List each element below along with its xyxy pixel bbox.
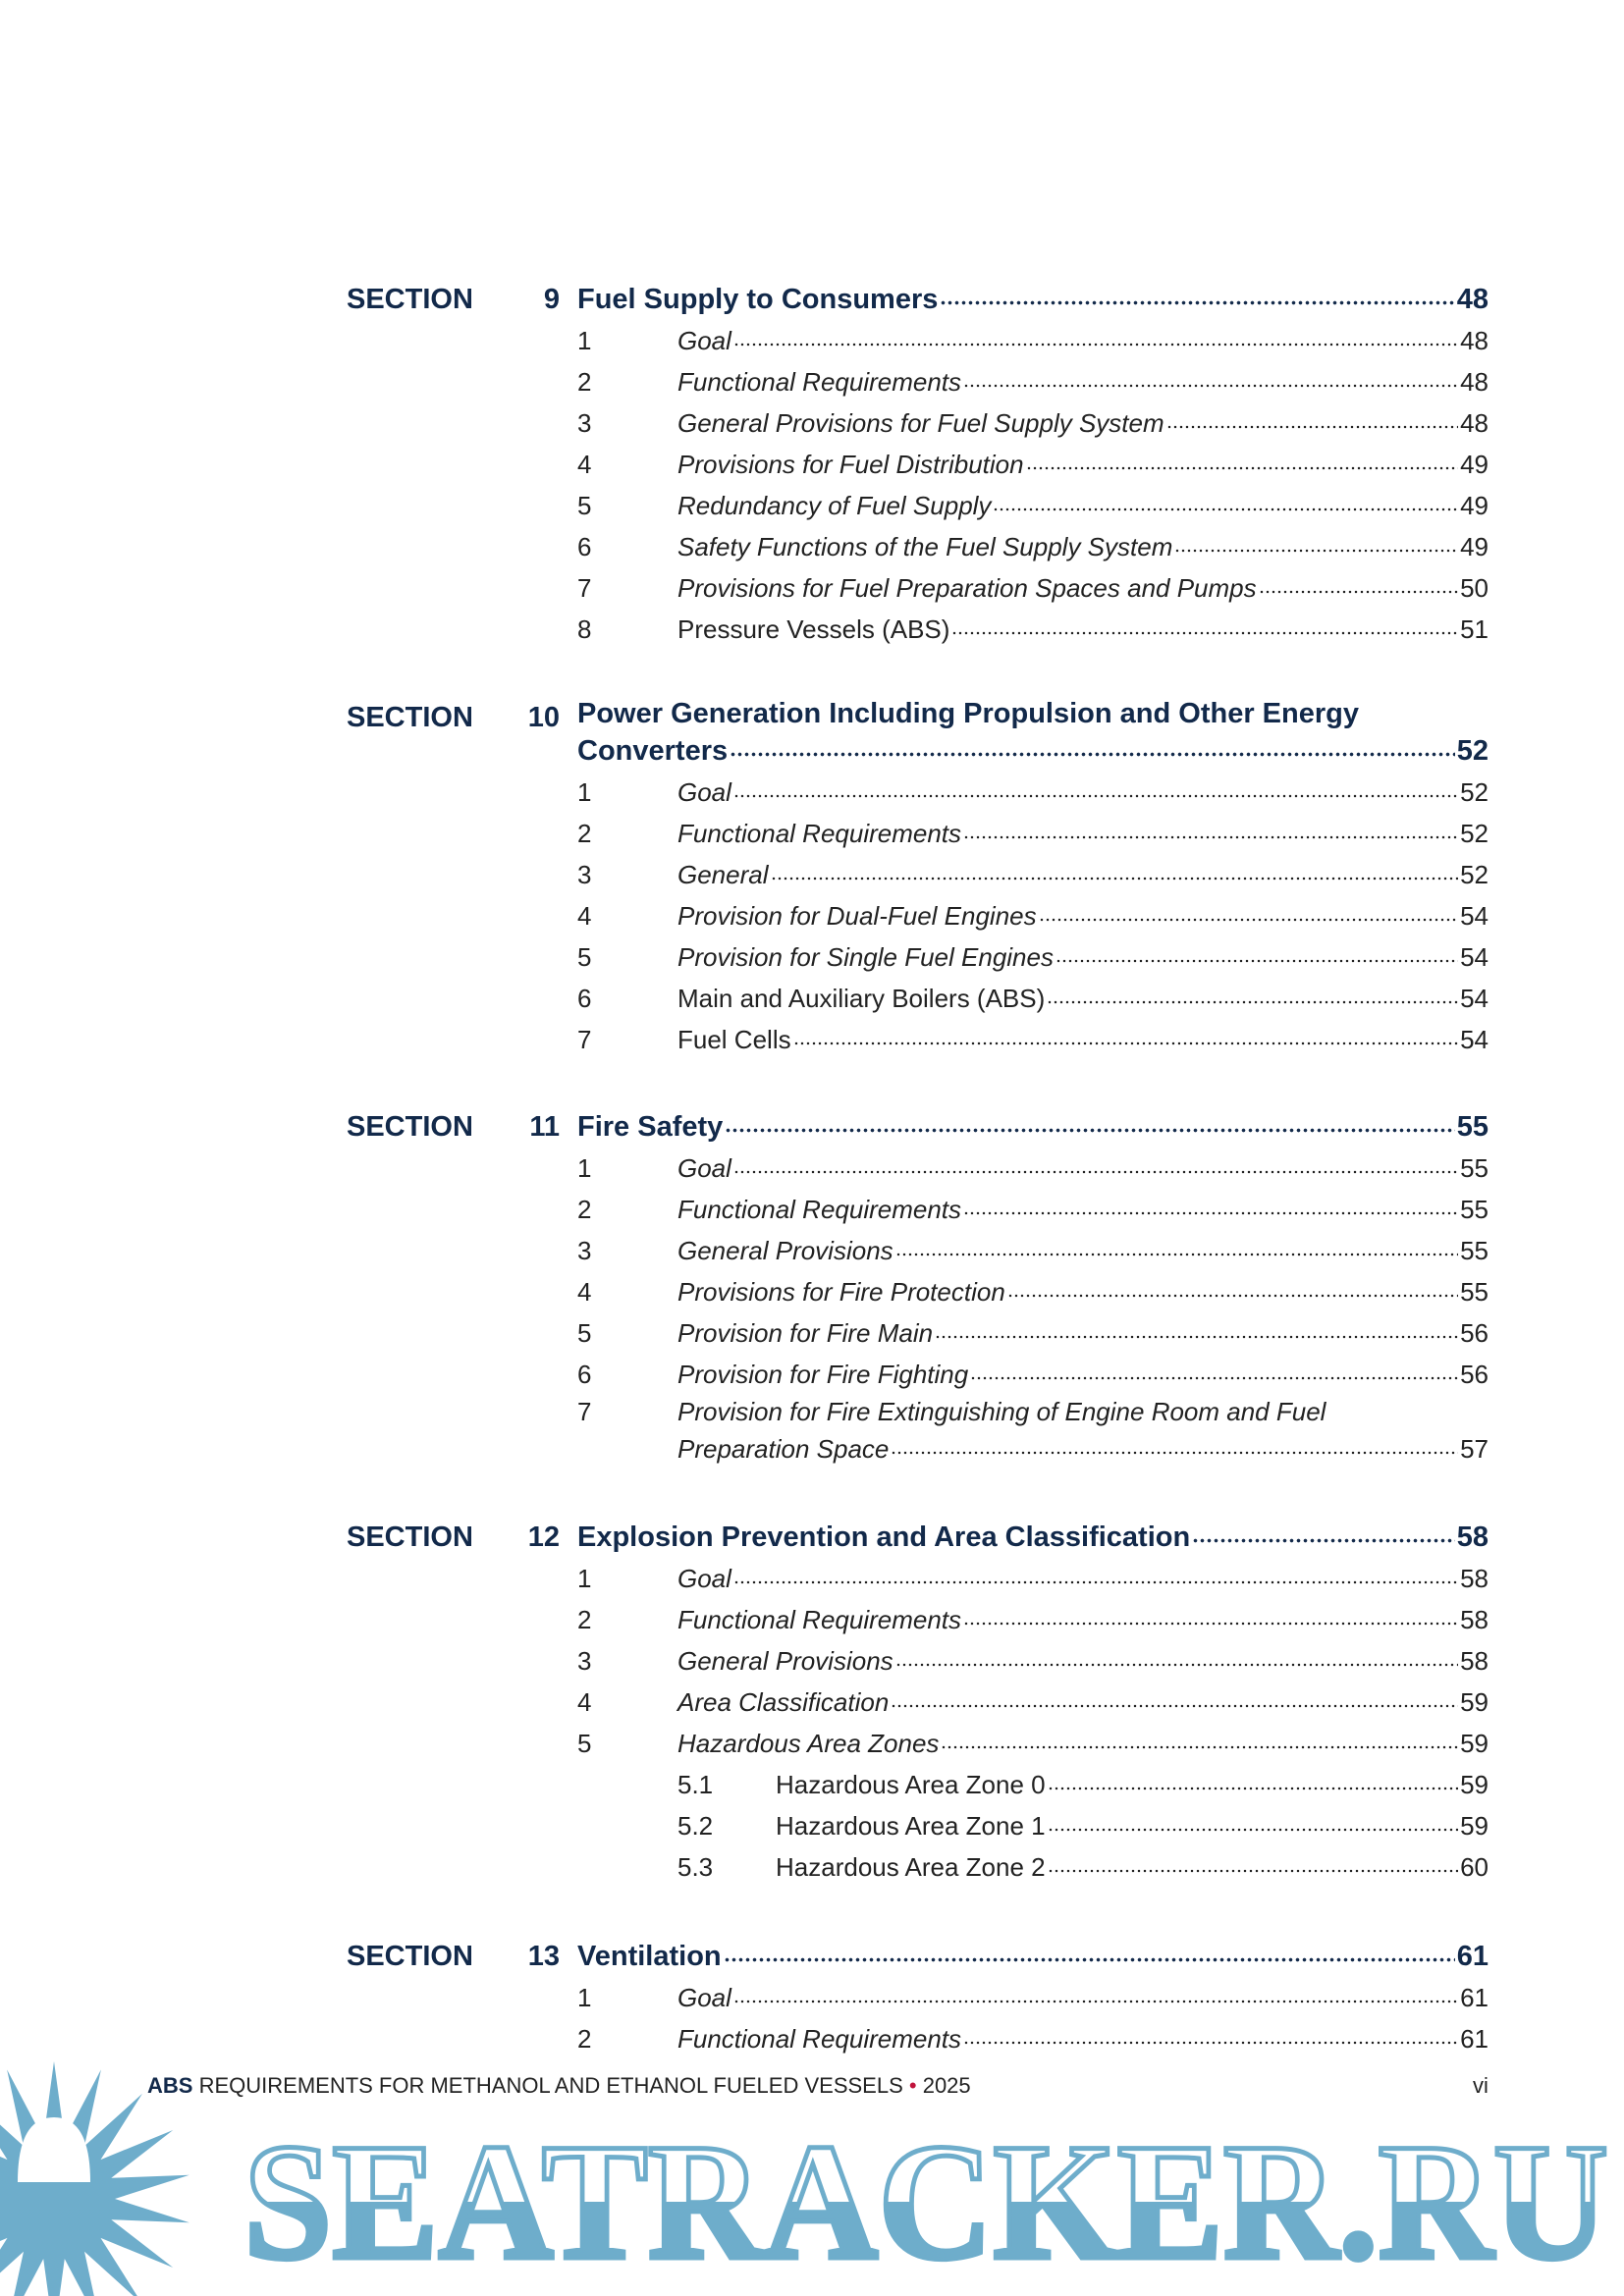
leader-dots — [730, 731, 1455, 760]
entry-number: 3 — [577, 860, 592, 889]
entry-number: 4 — [577, 450, 592, 479]
entry-title: Goal — [677, 777, 731, 807]
footer-brand: ABS — [147, 2073, 193, 2098]
section-heading[interactable] — [577, 1106, 1489, 1148]
leader-dots — [1056, 940, 1458, 966]
toc-entry[interactable] — [577, 1148, 1489, 1189]
leader-dots — [1007, 1275, 1458, 1301]
section-heading[interactable] — [577, 1517, 1489, 1558]
section-label: SECTION — [347, 1522, 473, 1553]
entry-title: Provision for Fire Fighting — [677, 1360, 969, 1389]
leader-dots — [733, 1151, 1458, 1177]
leader-dots — [951, 613, 1458, 638]
entry-number: 4 — [577, 1277, 592, 1307]
leader-dots — [935, 1316, 1458, 1342]
leader-dots — [963, 2022, 1458, 2048]
toc-entry[interactable] — [577, 361, 1489, 402]
leader-dots — [1174, 530, 1458, 556]
entry-title: Functional Requirements — [677, 1605, 962, 1634]
page-ref: 54 — [1460, 942, 1489, 972]
section-number: 10 — [527, 702, 560, 733]
watermark-text: SEATRACKER.RU — [244, 2109, 1608, 2294]
toc-entry[interactable] — [577, 895, 1489, 936]
entry-title: General Provisions for Fuel Supply System — [677, 408, 1164, 438]
entry-title: Preparation Space — [677, 1434, 890, 1464]
leader-dots — [963, 1193, 1458, 1218]
section-heading[interactable] — [577, 697, 1489, 730]
leader-dots — [724, 1937, 1455, 1965]
toc-entry[interactable] — [577, 609, 1489, 650]
page-ref: 59 — [1460, 1729, 1489, 1758]
entry-number: 1 — [577, 1564, 592, 1593]
section-title: Fuel Supply to Consumers — [577, 284, 939, 315]
leader-dots — [891, 1432, 1458, 1458]
leader-dots — [1039, 899, 1458, 925]
entry-number: 5 — [577, 491, 592, 520]
page-ref: 52 — [1456, 735, 1489, 767]
leader-dots — [895, 1644, 1458, 1670]
entry-title: Goal — [677, 1153, 731, 1183]
leader-dots — [993, 489, 1458, 514]
leader-dots — [1192, 1518, 1455, 1546]
entry-number: 5.1 — [677, 1770, 714, 1799]
page-ref: 61 — [1456, 1941, 1489, 1972]
leader-dots — [1026, 448, 1459, 473]
section-label: SECTION — [347, 1941, 473, 1972]
entry-number: 1 — [577, 1153, 592, 1183]
page-ref: 59 — [1460, 1687, 1489, 1717]
toc-entry[interactable] — [577, 854, 1489, 895]
leader-dots — [963, 817, 1458, 842]
footer-title — [147, 2073, 971, 2099]
entry-title: Main and Auxiliary Boilers (ABS) — [677, 984, 1046, 1013]
footer-bullet: • — [908, 2073, 917, 2098]
page-ref: 58 — [1460, 1564, 1489, 1593]
entry-number: 5 — [577, 942, 592, 972]
page-ref: 48 — [1456, 284, 1489, 315]
page-ref: 58 — [1460, 1646, 1489, 1676]
entry-title: Goal — [677, 326, 731, 355]
toc-entry[interactable] — [577, 1230, 1489, 1271]
entry-number: 2 — [577, 1605, 592, 1634]
toc-entry[interactable] — [577, 1558, 1489, 1599]
toc-entry[interactable] — [577, 444, 1489, 485]
entry-title: Area Classification — [677, 1687, 890, 1717]
entry-title: Hazardous Area Zone 0 — [776, 1770, 1046, 1799]
entry-number: 2 — [577, 1195, 592, 1224]
page-number: vi — [1473, 2073, 1489, 2098]
entry-number: 3 — [577, 1646, 592, 1676]
section-label: SECTION — [347, 284, 473, 315]
entry-title: Pressure Vessels (ABS) — [677, 614, 950, 644]
entry-number: 4 — [577, 1687, 592, 1717]
toc-entry[interactable] — [677, 1846, 1489, 1888]
leader-dots — [970, 1358, 1458, 1383]
leader-dots — [1048, 1850, 1458, 1876]
entry-title: Goal — [677, 1564, 731, 1593]
entry-number: 7 — [577, 1397, 592, 1426]
toc-entry[interactable] — [577, 1019, 1489, 1060]
toc-entry[interactable] — [677, 1805, 1489, 1846]
section-number: 13 — [527, 1941, 560, 1972]
entry-number: 6 — [577, 984, 592, 1013]
entry-number: 3 — [577, 408, 592, 438]
toc-entry[interactable] — [577, 1599, 1489, 1640]
page-ref: 61 — [1460, 2024, 1489, 2054]
entry-number: 5.2 — [677, 1811, 714, 1841]
page-ref: 59 — [1460, 1770, 1489, 1799]
leader-dots — [963, 365, 1458, 391]
leader-dots — [1259, 571, 1458, 597]
leader-dots — [725, 1107, 1454, 1136]
entry-number: 5 — [577, 1318, 592, 1348]
leader-dots — [1048, 1809, 1458, 1835]
entry-number: 6 — [577, 1360, 592, 1389]
leader-dots — [733, 1562, 1458, 1587]
leader-dots — [733, 1981, 1458, 2006]
entry-title: Functional Requirements — [677, 1195, 962, 1224]
toc-entry[interactable] — [577, 1271, 1489, 1312]
page-ref: 49 — [1460, 532, 1489, 561]
entry-title: General Provisions — [677, 1646, 893, 1676]
entry-title: Provision for Fire Main — [677, 1318, 934, 1348]
toc-entry[interactable] — [577, 1723, 1489, 1764]
entry-title: Functional Requirements — [677, 367, 962, 397]
section-number: 9 — [543, 284, 560, 315]
toc-entry[interactable] — [577, 936, 1489, 978]
page-ref: 48 — [1460, 367, 1489, 397]
entry-number: 1 — [577, 326, 592, 355]
entry-title: General — [677, 860, 769, 889]
entry-number: 2 — [577, 367, 592, 397]
page-ref: 59 — [1460, 1811, 1489, 1841]
page-ref: 56 — [1460, 1318, 1489, 1348]
toc-entry[interactable] — [577, 978, 1489, 1019]
section-number: 11 — [529, 1111, 560, 1143]
leader-dots — [793, 1023, 1458, 1048]
section-label: SECTION — [347, 702, 473, 733]
page-ref: 50 — [1460, 573, 1489, 603]
page-ref: 51 — [1460, 614, 1489, 644]
page-ref: 52 — [1460, 819, 1489, 848]
entry-title: Hazardous Area Zone 1 — [776, 1811, 1046, 1841]
toc-entry-continued[interactable] — [577, 1428, 1489, 1469]
entry-number: 3 — [577, 1236, 592, 1265]
toc-entry[interactable] — [577, 1977, 1489, 2018]
page-ref: 56 — [1460, 1360, 1489, 1389]
page-ref: 49 — [1460, 491, 1489, 520]
section-number: 12 — [527, 1522, 560, 1553]
entry-number: 1 — [577, 1983, 592, 2012]
entry-title: Redundancy of Fuel Supply — [677, 491, 992, 520]
section-title: Power Generation Including Propulsion and Other Energy — [577, 698, 1359, 729]
entry-number: 5 — [577, 1729, 592, 1758]
leader-dots — [733, 775, 1458, 801]
page-ref: 55 — [1460, 1236, 1489, 1265]
toc-entry[interactable] — [577, 526, 1489, 567]
entry-number: 7 — [577, 1025, 592, 1054]
entry-number: 2 — [577, 2024, 592, 2054]
page-ref: 57 — [1460, 1434, 1489, 1464]
entry-title: Hazardous Area Zones — [677, 1729, 940, 1758]
leader-dots — [1047, 982, 1458, 1007]
toc-entry[interactable] — [577, 1640, 1489, 1682]
toc-entry[interactable] — [577, 772, 1489, 813]
entry-title: Provisions for Fire Protection — [677, 1277, 1005, 1307]
toc-entry[interactable] — [577, 1395, 1489, 1428]
section-title: Fire Safety — [577, 1111, 724, 1143]
entry-title: Goal — [677, 1983, 731, 2012]
entry-number: 8 — [577, 614, 592, 644]
page-ref: 49 — [1460, 450, 1489, 479]
toc-entry[interactable] — [577, 485, 1489, 526]
entry-title: General Provisions — [677, 1236, 893, 1265]
entry-title: Functional Requirements — [677, 2024, 962, 2054]
toc-entry[interactable] — [577, 1682, 1489, 1723]
entry-title: Hazardous Area Zone 2 — [776, 1852, 1046, 1882]
entry-title: Provision for Fire Extinguishing of Engine Room and Fuel — [677, 1397, 1326, 1426]
page-ref: 54 — [1460, 901, 1489, 931]
entry-number: 6 — [577, 532, 592, 561]
toc-entry[interactable] — [577, 1354, 1489, 1395]
page-ref: 58 — [1460, 1605, 1489, 1634]
entry-number: 5.3 — [677, 1852, 714, 1882]
toc-entry[interactable] — [577, 320, 1489, 361]
leader-dots — [1166, 406, 1458, 432]
leader-dots — [891, 1685, 1458, 1711]
entry-number: 4 — [577, 901, 592, 931]
page-ref: 55 — [1456, 1111, 1489, 1143]
toc-entry[interactable] — [677, 1764, 1489, 1805]
leader-dots — [963, 1603, 1458, 1629]
toc-entry[interactable] — [577, 402, 1489, 444]
page-ref: 55 — [1460, 1195, 1489, 1224]
toc-entry[interactable] — [577, 813, 1489, 854]
page-ref: 58 — [1456, 1522, 1489, 1553]
section-heading[interactable] — [577, 279, 1489, 320]
entry-number: 1 — [577, 777, 592, 807]
page-ref: 48 — [1460, 408, 1489, 438]
footer-doc-title: REQUIREMENTS FOR METHANOL AND ETHANOL FUELED VESSELS — [198, 2073, 903, 2098]
section-heading[interactable] — [577, 730, 1489, 772]
leader-dots — [1048, 1768, 1458, 1793]
toc-entry[interactable] — [577, 1312, 1489, 1354]
entry-title: Safety Functions of the Fuel Supply System — [677, 532, 1173, 561]
entry-title: Provision for Dual-Fuel Engines — [677, 901, 1037, 931]
section-title: Converters — [577, 735, 729, 767]
page-ref: 54 — [1460, 984, 1489, 1013]
entry-title: Provision for Single Fuel Engines — [677, 942, 1054, 972]
page-ref: 48 — [1460, 326, 1489, 355]
leader-dots — [771, 858, 1459, 883]
leader-dots — [733, 324, 1458, 349]
entry-number: 2 — [577, 819, 592, 848]
section-title: Ventilation — [577, 1941, 722, 1972]
page-ref: 61 — [1460, 1983, 1489, 2012]
leader-dots — [895, 1234, 1458, 1259]
page-ref: 55 — [1460, 1277, 1489, 1307]
page-ref: 52 — [1460, 777, 1489, 807]
page-ref: 60 — [1460, 1852, 1489, 1882]
section-heading[interactable] — [577, 1936, 1489, 1977]
entry-title: Fuel Cells — [677, 1025, 791, 1054]
section-label: SECTION — [347, 1111, 473, 1143]
page-ref: 52 — [1460, 860, 1489, 889]
toc-entry[interactable] — [577, 1189, 1489, 1230]
leader-dots — [940, 280, 1454, 308]
section-title: Explosion Prevention and Area Classification — [577, 1522, 1191, 1553]
footer-year: 2025 — [922, 2073, 971, 2098]
entry-number: 7 — [577, 573, 592, 603]
entry-title: Provisions for Fuel Preparation Spaces and Pumps — [677, 573, 1257, 603]
entry-title: Functional Requirements — [677, 819, 962, 848]
entry-title: Provisions for Fuel Distribution — [677, 450, 1024, 479]
toc-entry[interactable] — [577, 567, 1489, 609]
toc-entry[interactable] — [577, 2018, 1489, 2059]
leader-dots — [941, 1727, 1458, 1752]
page-ref: 54 — [1460, 1025, 1489, 1054]
page-ref: 55 — [1460, 1153, 1489, 1183]
